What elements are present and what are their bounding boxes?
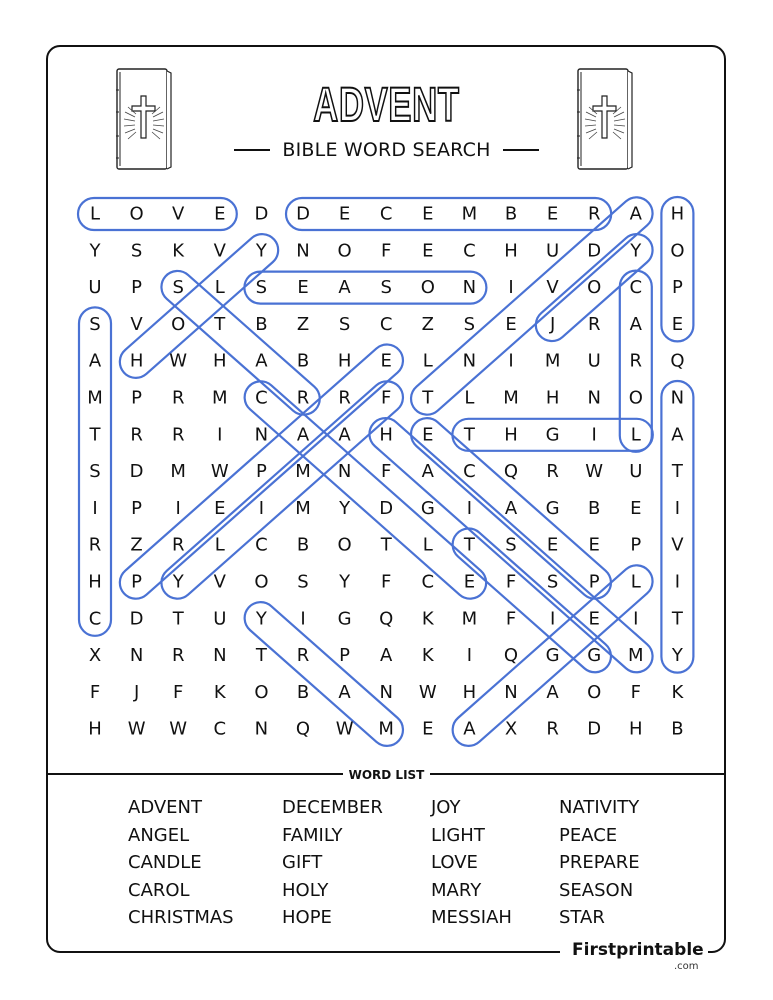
word-list-item: NATIVITY — [559, 797, 640, 818]
grid-cell[interactable]: Z — [421, 313, 434, 335]
grid-cell[interactable]: F — [505, 571, 517, 593]
grid-cell[interactable]: K — [421, 645, 434, 667]
grid-cell[interactable]: E — [588, 534, 600, 556]
grid-cell[interactable]: B — [671, 718, 684, 740]
word-list — [128, 797, 709, 930]
grid-cell[interactable]: H — [337, 350, 352, 372]
grid-cell[interactable]: A — [504, 497, 518, 519]
grid-cell[interactable]: F — [381, 461, 392, 483]
grid-cell[interactable]: A — [338, 681, 351, 703]
grid-cell[interactable]: H — [670, 203, 685, 225]
grid-cell[interactable]: Y — [339, 497, 351, 519]
grid-cell[interactable]: H — [88, 571, 102, 593]
grid-cell[interactable]: B — [588, 497, 601, 519]
grid-cell[interactable]: T — [463, 424, 475, 446]
grid-cell[interactable]: F — [89, 681, 101, 703]
grid-cell[interactable]: I — [674, 497, 681, 519]
grid-cell[interactable]: M — [295, 497, 311, 519]
grid-cell[interactable]: P — [131, 277, 143, 299]
word-list-item: LOVE — [431, 852, 478, 873]
grid-cell[interactable]: P — [339, 645, 351, 667]
grid-cell[interactable]: N — [587, 387, 601, 409]
grid-cell[interactable]: N — [254, 424, 269, 446]
grid-cell[interactable]: H — [504, 240, 518, 262]
grid-cell[interactable]: M — [295, 461, 311, 483]
word-list-item: HOLY — [282, 879, 329, 901]
grid-cell[interactable]: I — [466, 497, 473, 519]
grid-cell[interactable]: G — [420, 497, 435, 519]
grid-cell[interactable]: M — [503, 387, 519, 409]
grid-cell[interactable]: U — [213, 608, 227, 630]
grid-cell[interactable]: R — [546, 461, 559, 483]
grid-cell[interactable]: I — [674, 571, 681, 593]
grid-cell[interactable]: I — [591, 424, 597, 446]
grid-cell[interactable]: Y — [89, 240, 101, 262]
grid-cell[interactable]: L — [422, 350, 433, 372]
found-word-oval-season — [244, 272, 486, 304]
grid-cell[interactable]: D — [587, 240, 602, 262]
grid-cell[interactable]: V — [671, 534, 684, 556]
grid-cell[interactable]: N — [462, 350, 477, 372]
grid-cell[interactable]: C — [255, 534, 268, 556]
grid-cell[interactable]: I — [300, 608, 306, 630]
grid-cell[interactable]: H — [545, 387, 560, 409]
grid-cell[interactable]: I — [549, 608, 556, 630]
grid-cell[interactable]: N — [670, 387, 685, 409]
grid-cell[interactable]: D — [129, 608, 144, 630]
grid-cell[interactable]: R — [587, 313, 601, 335]
grid-cell[interactable]: T — [463, 534, 475, 556]
grid-cell[interactable]: F — [630, 681, 641, 703]
grid-cell[interactable]: S — [380, 277, 392, 299]
grid-cell[interactable]: R — [296, 387, 310, 409]
grid-cell[interactable]: E — [546, 203, 559, 225]
grid-cell[interactable]: F — [505, 608, 517, 630]
grid-cell[interactable]: Z — [296, 313, 310, 335]
grid-cell[interactable]: C — [379, 203, 393, 225]
brand-suffix: .com — [674, 961, 699, 972]
grid-cell[interactable]: J — [133, 681, 140, 703]
word-list-item: CANDLE — [128, 852, 202, 873]
grid-cell[interactable]: Y — [339, 571, 351, 593]
grid-cell[interactable]: H — [88, 718, 102, 740]
found-word-oval-family — [155, 375, 410, 605]
grid-cell[interactable]: Z — [130, 534, 143, 556]
grid-cell[interactable]: B — [504, 203, 518, 225]
grid-cell[interactable]: K — [421, 608, 434, 630]
grid-cell[interactable]: H — [504, 424, 518, 446]
grid-cell[interactable]: H — [129, 350, 144, 372]
grid-cell[interactable]: D — [587, 718, 602, 740]
grid-cell[interactable]: P — [131, 571, 143, 593]
word-list-heading-wrap — [0, 764, 773, 783]
grid-cell[interactable]: E — [338, 203, 351, 225]
grid-cell[interactable]: R — [171, 534, 185, 556]
grid-cell[interactable]: H — [379, 424, 393, 446]
grid-cell[interactable]: G — [337, 608, 352, 630]
grid-letters — [87, 204, 684, 740]
grid-cell[interactable]: D — [254, 203, 269, 225]
grid-cell[interactable]: X — [88, 645, 102, 667]
grid-cell[interactable]: I — [508, 277, 514, 299]
grid-cell[interactable]: O — [129, 203, 144, 225]
grid-cell[interactable]: R — [546, 718, 559, 740]
grid-cell[interactable]: A — [546, 681, 559, 703]
grid-cell[interactable]: R — [629, 350, 643, 372]
grid-cell[interactable]: L — [214, 277, 225, 299]
grid-cell[interactable]: M — [378, 718, 394, 740]
word-list-item: PEACE — [559, 824, 618, 846]
grid-cell[interactable]: O — [420, 277, 435, 299]
grid-cell[interactable]: O — [587, 277, 602, 299]
grid-cell[interactable]: N — [213, 645, 227, 667]
grid-cell[interactable]: A — [88, 350, 102, 372]
grid-cell[interactable]: S — [463, 313, 476, 335]
grid-cell[interactable]: I — [466, 645, 473, 667]
grid-cell[interactable]: R — [171, 645, 185, 667]
grid-cell[interactable]: A — [463, 718, 476, 740]
grid-cell[interactable]: U — [587, 350, 601, 372]
grid-cell[interactable]: P — [630, 534, 642, 556]
grid-cell[interactable]: Q — [503, 645, 519, 667]
grid-cell[interactable]: V — [546, 277, 559, 299]
grid-cell[interactable]: D — [129, 461, 144, 483]
grid-cell[interactable]: I — [217, 424, 223, 446]
grid-cell[interactable]: C — [379, 313, 393, 335]
word-list-item: PREPARE — [559, 852, 640, 873]
grid-cell[interactable]: M — [461, 203, 478, 225]
grid-cell[interactable]: A — [380, 645, 393, 667]
page-title: ADVENT — [313, 79, 460, 132]
grid-cell[interactable]: N — [462, 277, 477, 299]
grid-cell[interactable]: J — [549, 313, 556, 335]
grid-cell[interactable]: E — [297, 277, 309, 299]
grid-cell[interactable]: O — [628, 387, 643, 409]
grid-cell[interactable]: E — [505, 313, 517, 335]
grid-cell[interactable]: N — [296, 240, 310, 262]
word-list-item: LIGHT — [431, 824, 485, 846]
grid-cell[interactable]: Q — [379, 608, 394, 630]
grid-cell[interactable]: W — [585, 461, 604, 483]
grid-cell[interactable]: P — [131, 497, 143, 519]
grid-cell[interactable]: A — [629, 203, 642, 225]
grid-cell[interactable]: M — [212, 387, 228, 409]
grid-cell[interactable]: N — [129, 645, 144, 667]
word-list-item: MESSIAH — [431, 907, 512, 928]
grid-cell[interactable]: M — [628, 645, 644, 667]
grid-cell[interactable]: B — [296, 350, 310, 372]
grid-cell[interactable]: R — [88, 534, 102, 556]
grid-cell[interactable]: U — [546, 240, 560, 262]
grid-cell[interactable]: E — [422, 718, 434, 740]
grid-cell[interactable]: R — [296, 645, 310, 667]
grid-cell[interactable]: O — [670, 240, 685, 262]
grid-cell[interactable]: S — [130, 240, 143, 262]
word-list-heading: WORD LIST — [343, 768, 431, 782]
grid-cell[interactable]: L — [630, 571, 641, 593]
word-list-item: ADVENT — [128, 797, 203, 818]
found-word-oval-december — [286, 198, 611, 230]
word-list-item: STAR — [559, 907, 605, 928]
grid-cell[interactable]: L — [630, 424, 641, 446]
grid-cell[interactable]: S — [255, 277, 268, 299]
grid-cell[interactable]: S — [89, 313, 101, 335]
grid-cell[interactable]: K — [671, 681, 684, 703]
grid-cell[interactable]: S — [338, 313, 351, 335]
word-list-item: JOY — [431, 797, 461, 818]
grid-cell[interactable]: T — [671, 608, 683, 630]
grid-cell[interactable]: B — [296, 534, 310, 556]
grid-cell[interactable]: P — [588, 571, 600, 593]
grid-cell[interactable]: Y — [671, 645, 683, 667]
found-word-oval-love — [78, 198, 237, 230]
grid-cell[interactable]: W — [335, 718, 354, 740]
grid-cell[interactable]: E — [380, 350, 392, 372]
grid-cell[interactable]: R — [171, 387, 185, 409]
grid-cell[interactable]: S — [89, 461, 101, 483]
word-list-item: ANGEL — [128, 824, 190, 846]
grid-cell[interactable]: D — [379, 497, 394, 519]
grid-cell[interactable]: K — [213, 681, 226, 703]
grid-cell[interactable]: U — [88, 277, 102, 299]
grid-cell[interactable]: V — [172, 203, 185, 225]
grid-cell[interactable]: C — [421, 571, 435, 593]
grid-cell[interactable]: O — [254, 571, 269, 593]
grid-cell[interactable]: L — [464, 387, 475, 409]
grid-cell[interactable]: V — [213, 571, 226, 593]
grid-cell[interactable]: R — [171, 424, 185, 446]
word-list-item: DECEMBER — [282, 797, 383, 818]
grid-cell[interactable]: Y — [630, 240, 642, 262]
grid-cell[interactable]: P — [255, 461, 267, 483]
grid-cell[interactable]: F — [381, 387, 392, 409]
grid-cell[interactable]: W — [169, 350, 188, 372]
grid-cell[interactable]: Y — [255, 240, 267, 262]
grid-cell[interactable]: T — [380, 534, 392, 556]
grid-cell[interactable]: H — [213, 350, 227, 372]
grid-cell[interactable]: A — [338, 424, 351, 446]
grid-cell[interactable]: C — [255, 387, 268, 409]
grid-cell[interactable]: C — [463, 240, 476, 262]
grid-cell[interactable]: F — [173, 681, 184, 703]
grid-cell[interactable]: P — [671, 277, 683, 299]
grid-cell[interactable]: Q — [670, 350, 685, 372]
grid-cell[interactable]: L — [214, 534, 225, 556]
grid-cell[interactable]: H — [462, 681, 477, 703]
grid-cell[interactable]: A — [671, 424, 684, 446]
grid-cell[interactable]: E — [546, 534, 559, 556]
grid-cell[interactable]: M — [170, 461, 186, 483]
grid-cell[interactable]: C — [463, 461, 476, 483]
grid-cell[interactable]: T — [671, 461, 683, 483]
grid-cell[interactable]: E — [463, 571, 476, 593]
grid-cell[interactable]: I — [258, 497, 265, 519]
grid-cell[interactable]: E — [422, 424, 434, 446]
grid-cell[interactable]: M — [544, 350, 561, 372]
grid-cell[interactable]: B — [296, 681, 310, 703]
grid-cell[interactable]: H — [629, 718, 643, 740]
page-subtitle: BIBLE WORD SEARCH — [282, 139, 491, 161]
grid-cell[interactable]: M — [461, 608, 478, 630]
word-list-item: CAROL — [128, 879, 190, 901]
grid-cell[interactable]: E — [214, 497, 226, 519]
grid-cell[interactable]: O — [254, 681, 269, 703]
grid-cell[interactable]: P — [131, 387, 143, 409]
grid-cell[interactable]: T — [89, 424, 101, 446]
word-list-item: FAMILY — [282, 824, 343, 846]
grid-cell[interactable]: W — [127, 718, 146, 740]
grid-cell[interactable]: L — [422, 534, 433, 556]
found-word-oval-advent — [404, 191, 659, 421]
grid-cell[interactable]: R — [338, 387, 351, 409]
grid-cell[interactable]: Y — [172, 571, 184, 593]
word-list-item: GIFT — [282, 852, 323, 873]
grid-cell[interactable]: O — [587, 681, 602, 703]
grid-cell[interactable]: A — [296, 424, 310, 446]
word-list-item: SEASON — [559, 879, 634, 901]
grid-cell[interactable]: Y — [255, 608, 267, 630]
grid-cell[interactable]: F — [381, 240, 392, 262]
grid-cell[interactable]: I — [92, 497, 98, 519]
grid-cell[interactable]: C — [213, 718, 227, 740]
grid-cell[interactable]: X — [504, 718, 518, 740]
grid-cell[interactable]: W — [418, 681, 437, 703]
grid-cell[interactable]: W — [210, 461, 229, 483]
grid-cell[interactable]: S — [546, 571, 559, 593]
grid-cell[interactable]: W — [169, 718, 188, 740]
grid-cell[interactable]: K — [172, 240, 185, 262]
grid-cell[interactable]: M — [87, 387, 103, 409]
grid-cell[interactable]: T — [172, 608, 184, 630]
grid-cell[interactable]: O — [337, 534, 352, 556]
grid-cell[interactable]: S — [297, 571, 309, 593]
grid-cell[interactable]: I — [508, 350, 514, 372]
grid-cell[interactable]: I — [633, 608, 639, 630]
grid-cell[interactable]: U — [629, 461, 643, 483]
grid-cell[interactable]: O — [171, 313, 186, 335]
grid-cell[interactable]: A — [421, 461, 434, 483]
grid-cell[interactable]: E — [422, 203, 434, 225]
grid-cell[interactable]: E — [214, 203, 226, 225]
grid-cell[interactable]: D — [296, 203, 310, 225]
grid-cell[interactable]: T — [255, 645, 267, 667]
grid-cell[interactable]: E — [630, 497, 642, 519]
brand-logo: Firstprintable — [568, 940, 708, 960]
word-list-item: MARY — [431, 879, 482, 901]
grid-cell[interactable]: V — [213, 240, 226, 262]
grid-cell[interactable]: R — [587, 203, 601, 225]
word-list-item: CHRISTMAS — [128, 907, 234, 928]
grid-cell[interactable]: B — [255, 313, 268, 335]
grid-cell[interactable]: G — [545, 424, 560, 446]
grid-cell[interactable]: L — [89, 203, 101, 225]
grid-cell[interactable]: E — [588, 608, 600, 630]
grid-cell[interactable]: N — [254, 718, 269, 740]
grid-cell[interactable]: O — [337, 240, 352, 262]
grid-cell[interactable]: Q — [503, 461, 519, 483]
grid-cell[interactable]: N — [504, 681, 518, 703]
grid-cell[interactable]: T — [422, 387, 434, 409]
grid-cell[interactable]: Q — [295, 718, 311, 740]
grid-cell[interactable]: E — [671, 313, 684, 335]
grid-cell[interactable]: S — [505, 534, 517, 556]
grid-cell[interactable]: A — [338, 277, 351, 299]
grid-cell[interactable]: G — [545, 645, 560, 667]
grid-cell[interactable]: R — [130, 424, 143, 446]
grid-cell[interactable]: N — [337, 461, 352, 483]
grid-cell[interactable]: V — [130, 313, 143, 335]
grid-cell[interactable]: G — [587, 645, 602, 667]
grid-cell[interactable]: F — [381, 571, 392, 593]
grid-cell[interactable]: A — [629, 313, 642, 335]
grid-cell[interactable]: T — [214, 313, 226, 335]
grid-cell[interactable]: C — [88, 608, 102, 630]
grid-cell[interactable]: C — [629, 277, 643, 299]
found-word-oval-candle — [238, 375, 493, 605]
word-list-item: HOPE — [282, 907, 332, 928]
grid-cell[interactable]: N — [379, 681, 393, 703]
grid-cell[interactable]: E — [422, 240, 434, 262]
grid-cell[interactable]: G — [545, 497, 560, 519]
grid-cell[interactable]: S — [172, 277, 184, 299]
grid-cell[interactable]: I — [175, 497, 181, 519]
grid-cell[interactable]: A — [255, 350, 268, 372]
